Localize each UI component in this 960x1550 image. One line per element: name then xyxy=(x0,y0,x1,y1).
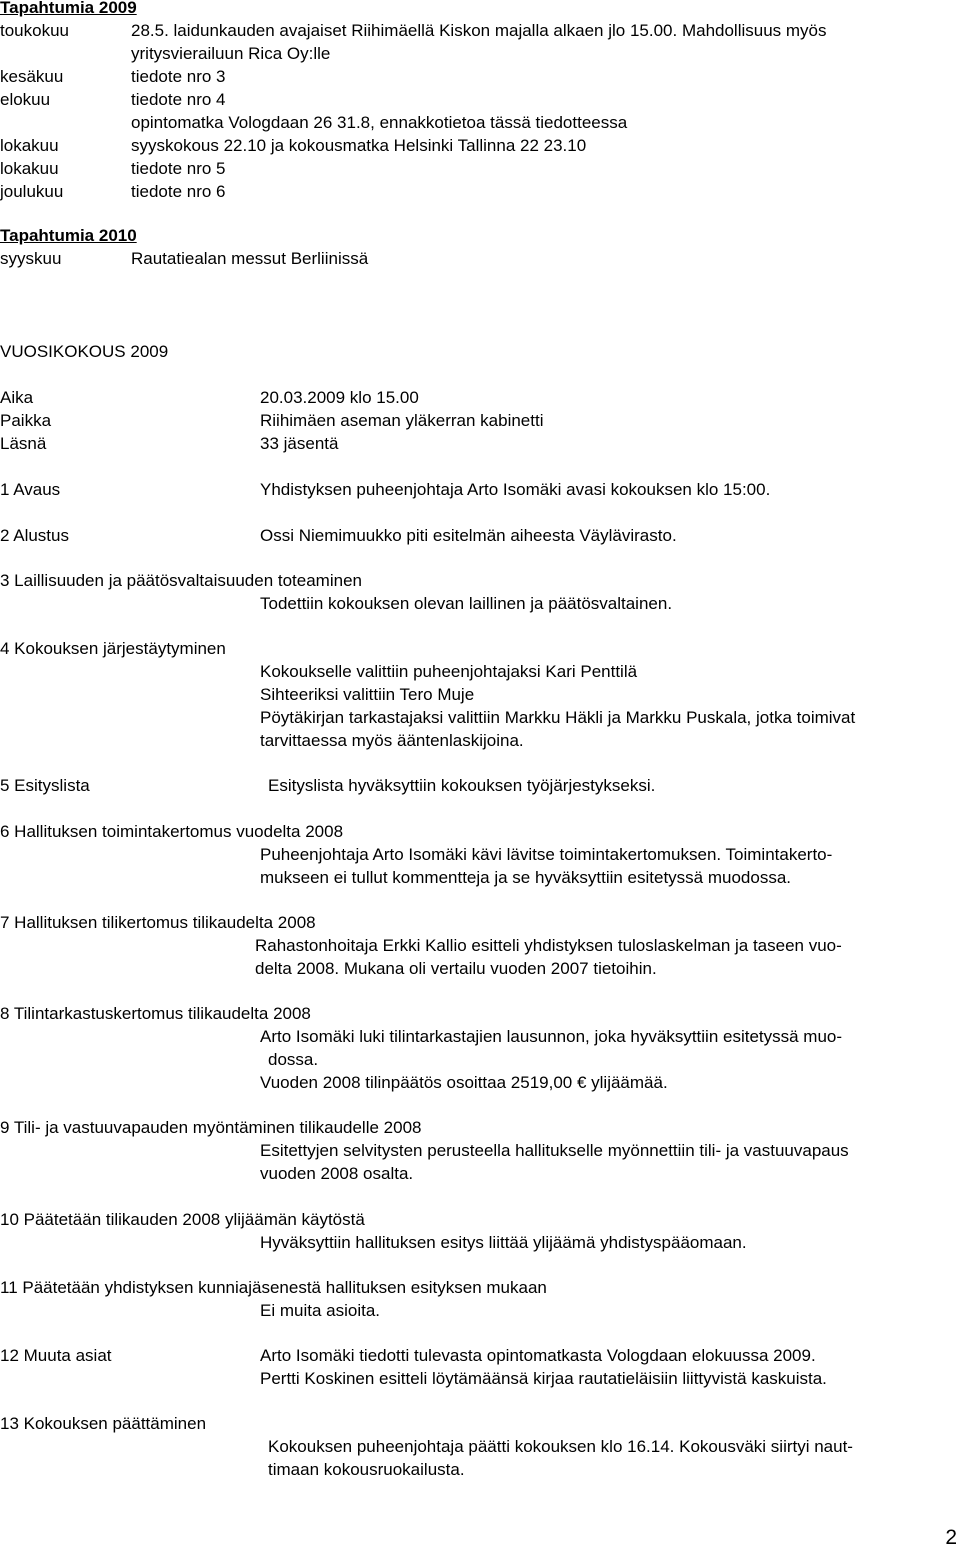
event-month: joulukuu xyxy=(0,182,64,201)
agenda-item-text: vuoden 2008 osalta. xyxy=(260,1164,414,1183)
agenda-item-text: Arto Isomäki luki tilintarkastajien lausunnon, joka hyväksyttiin esitetyssä muo- xyxy=(260,1027,843,1046)
event-month: toukokuu xyxy=(0,21,69,40)
event-month: lokakuu xyxy=(0,159,59,178)
event-month: syyskuu xyxy=(0,249,62,268)
event-text: tiedote nro 6 xyxy=(131,182,226,201)
agenda-item-text: Arto Isomäki tiedotti tulevasta opintomatkasta Vologdaan elokuussa 2009. xyxy=(260,1346,816,1365)
agenda-item-title: 4 Kokouksen järjestäytyminen xyxy=(0,639,226,658)
agenda-item-text: Vuoden 2008 tilinpäätös osoittaa 2519,00 € ylijäämää. xyxy=(260,1073,668,1092)
meeting-info-value: 20.03.2009 klo 15.00 xyxy=(260,388,419,407)
agenda-item-text: Pertti Koskinen esitteli löytämäänsä kirjaa rautatieläisiin liittyvistä kaskuista. xyxy=(260,1369,827,1388)
meeting-info-label: Läsnä xyxy=(0,434,47,453)
events-2009-heading: Tapahtumia 2009 xyxy=(0,0,137,17)
meeting-info-label: Paikka xyxy=(0,411,52,430)
agenda-item-text: Hyväksyttiin hallituksen esitys liittää ylijäämä yhdistyspääomaan. xyxy=(260,1233,747,1252)
page-number: 2 xyxy=(945,1526,957,1549)
agenda-item-text: Pöytäkirjan tarkastajaksi valittiin Markku Häkli ja Markku Puskala, jotka toimivat xyxy=(260,708,856,727)
event-text: Rautatiealan messut Berliinissä xyxy=(131,249,369,268)
meeting-info-value: 33 jäsentä xyxy=(260,434,339,453)
agenda-item-text: tarvittaessa myös ääntenlaskijoina. xyxy=(260,731,524,750)
event-text: tiedote nro 5 xyxy=(131,159,226,178)
event-text: syyskokous 22.10 ja kokousmatka Helsinki Tallinna 22 23.10 xyxy=(131,136,587,155)
agenda-item-text: Ei muita asioita. xyxy=(260,1301,380,1320)
agenda-item-text: Ossi Niemimuukko piti esitelmän aiheesta Väylävirasto. xyxy=(260,526,677,545)
meeting-title: VUOSIKOKOUS 2009 xyxy=(0,342,169,361)
agenda-item-title: 13 Kokouksen päättäminen xyxy=(0,1414,207,1433)
meeting-info-value: Riihimäen aseman yläkerran kabinetti xyxy=(260,411,544,430)
agenda-item-text: Kokoukselle valittiin puheenjohtajaksi Kari Penttilä xyxy=(260,662,638,681)
events-2010-heading: Tapahtumia 2010 xyxy=(0,226,137,245)
event-text: yritysvierailuun Rica Oy:lle xyxy=(131,44,331,63)
agenda-item-title: 9 Tili- ja vastuuvapauden myöntäminen tilikaudelle 2008 xyxy=(0,1118,422,1137)
event-month: lokakuu xyxy=(0,136,59,155)
agenda-item-title: 7 Hallituksen tilikertomus tilikaudelta 2008 xyxy=(0,913,316,932)
agenda-item-text: Puheenjohtaja Arto Isomäki kävi lävitse toimintakertomuksen. Toimintakerto- xyxy=(260,845,833,864)
agenda-item-text: Todettiin kokouksen olevan laillinen ja päätösvaltainen. xyxy=(260,594,673,613)
agenda-item-title: 10 Päätetään tilikauden 2008 ylijäämän käytöstä xyxy=(0,1210,365,1229)
event-text: tiedote nro 3 xyxy=(131,67,226,86)
meeting-info-label: Aika xyxy=(0,388,34,407)
agenda-item-text: delta 2008. Mukana oli vertailu vuoden 2007 tietoihin. xyxy=(255,959,657,978)
agenda-item-title: 11 Päätetään yhdistyksen kunniajäsenestä hallituksen esityksen mukaan xyxy=(0,1278,547,1297)
agenda-item-text: Rahastonhoitaja Erkki Kallio esitteli yhdistyksen tuloslaskelman ja taseen vuo- xyxy=(255,936,842,955)
agenda-item-text: Esitettyjen selvitysten perusteella hallitukselle myönnettiin tili- ja vastuuvapaus xyxy=(260,1141,849,1160)
event-text: 28.5. laidunkauden avajaiset Riihimäellä Kiskon majalla alkaen jlo 15.00. Mahdollisuus myös xyxy=(131,21,827,40)
event-month: kesäkuu xyxy=(0,67,64,86)
agenda-item-text: Kokouksen puheenjohtaja päätti kokouksen klo 16.14. Kokousväki siirtyi naut- xyxy=(268,1437,853,1456)
agenda-item-text: mukseen ei tullut kommentteja ja se hyväksyttiin esitetyssä muodossa. xyxy=(260,868,792,887)
agenda-item-title: 2 Alustus xyxy=(0,526,69,545)
agenda-item-title: 1 Avaus xyxy=(0,480,61,499)
agenda-item-title: 5 Esityslista xyxy=(0,776,90,795)
agenda-item-text: Esityslista hyväksyttiin kokouksen työjärjestykseksi. xyxy=(268,776,656,795)
agenda-item-title: 8 Tilintarkastuskertomus tilikaudelta 2008 xyxy=(0,1004,311,1023)
agenda-item-text: Sihteeriksi valittiin Tero Muje xyxy=(260,685,475,704)
event-month: elokuu xyxy=(0,90,51,109)
event-text: tiedote nro 4 xyxy=(131,90,226,109)
agenda-item-text: timaan kokousruokailusta. xyxy=(268,1460,465,1479)
agenda-item-title: 6 Hallituksen toimintakertomus vuodelta 2008 xyxy=(0,822,344,841)
agenda-item-title: 12 Muuta asiat xyxy=(0,1346,112,1365)
agenda-item-title: 3 Laillisuuden ja päätösvaltaisuuden toteaminen xyxy=(0,571,362,590)
agenda-item-text: Yhdistyksen puheenjohtaja Arto Isomäki avasi kokouksen klo 15:00. xyxy=(260,480,771,499)
event-text: opintomatka Vologdaan 26 31.8, ennakkotietoa tässä tiedotteessa xyxy=(131,113,628,132)
agenda-item-text: dossa. xyxy=(268,1050,319,1069)
